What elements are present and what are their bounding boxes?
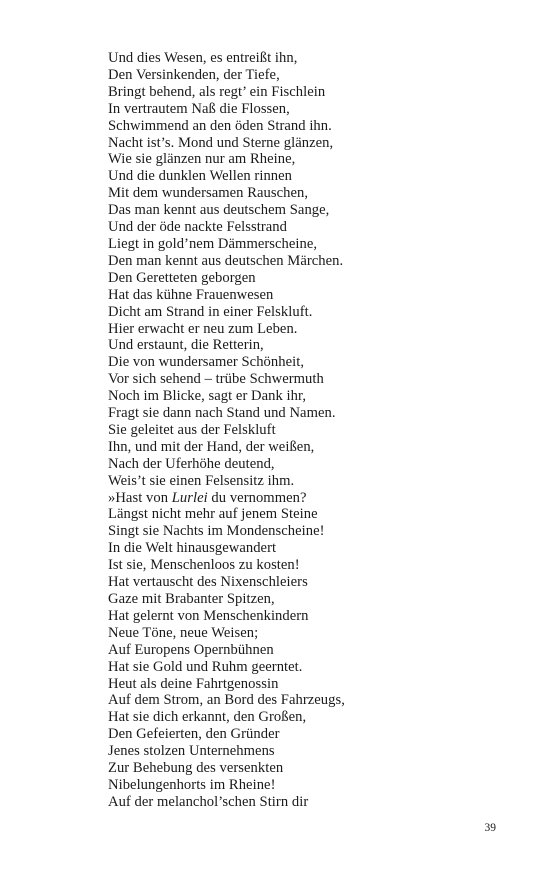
poem-line: Hier erwacht er neu zum Leben.: [108, 320, 298, 337]
poem-line: In die Welt hinausgewandert: [108, 540, 277, 557]
poem-line: Und erstaunt, die Retterin,: [108, 337, 264, 354]
poem-line: Hat sie Gold und Ruhm geerntet.: [108, 658, 303, 675]
poem-line: Mit dem wundersamen Rauschen,: [108, 185, 309, 202]
poem-line: Jenes stolzen Unternehmens: [108, 743, 275, 760]
poem-line: Singt sie Nachts im Mondenscheine!: [108, 523, 325, 540]
poem-line: Auf dem Strom, an Bord des Fahrzeugs,: [108, 692, 345, 709]
poem-line: Hat vertauscht des Nixenschleiers: [108, 574, 308, 591]
poem-line: Hat das kühne Frauenwesen: [108, 286, 274, 303]
poem-line: Hat gelernt von Menschenkindern: [108, 607, 309, 624]
poem-line: Auf Europens Opernbühnen: [108, 641, 274, 658]
poem-line: In vertrautem Naß die Flossen,: [108, 100, 290, 117]
poem-line: Liegt in gold’nem Dämmerscheine,: [108, 235, 318, 252]
poem-line: Sie geleitet aus der Felskluft: [108, 421, 276, 438]
poem-line: Weis’t sie einen Felsensitz ihm.: [108, 472, 295, 489]
poem-line: Den Gefeierten, den Gründer: [108, 726, 280, 743]
name-lurlei-italic: Lurlei: [171, 489, 208, 506]
poem-line: Zur Behebung des versenkten: [108, 760, 284, 777]
poem-line: Vor sich sehend – trübe Schwermuth: [108, 371, 324, 388]
poem-line: Schwimmend an den öden Strand ihn.: [108, 117, 332, 134]
poem-line: Und der öde nackte Felsstrand: [108, 219, 287, 236]
poem-line: Noch im Blicke, sagt er Dank ihr,: [108, 388, 307, 405]
poem-line: Fragt sie dann nach Stand und Namen.: [108, 405, 336, 422]
poem-line: Heut als deine Fahrtgenossin: [108, 675, 279, 692]
line-text: du vernommen?: [207, 489, 307, 506]
poem-line: Die von wundersamer Schönheit,: [108, 354, 305, 371]
poem-line: Bringt behend, als regt’ ein Fischlein: [108, 83, 326, 100]
poem-line: Neue Töne, neue Weisen;: [108, 624, 259, 641]
poem-line: Den Versinkenden, der Tiefe,: [108, 66, 280, 83]
poem-text-block: [108, 50, 345, 811]
page-number: 39: [484, 822, 496, 834]
poem-line: Und die dunklen Wellen rinnen: [108, 168, 293, 185]
poem-line: Und dies Wesen, es entreißt ihn,: [108, 50, 298, 66]
poem-line: Auf der melanchol’schen Stirn dir: [108, 793, 309, 810]
poem-line: Den man kennt aus deutschen Märchen.: [108, 252, 344, 269]
poem-line: Ihn, und mit der Hand, der weißen,: [108, 438, 315, 455]
poem-line: Ist sie, Menschenloos zu kosten!: [108, 557, 300, 574]
poem-line: Das man kennt aus deutschem Sange,: [108, 202, 330, 219]
poem-line: Hat sie dich erkannt, den Großen,: [108, 709, 307, 726]
poem-line: Nacht ist’s. Mond und Sterne glänzen,: [108, 134, 334, 151]
poem-line: Den Geretteten geborgen: [108, 269, 256, 286]
poem-line: Längst nicht mehr auf jenem Steine: [108, 506, 318, 523]
poem-line: Gaze mit Brabanter Spitzen,: [108, 591, 275, 607]
poem-line: Nibelungenhorts im Rheine!: [108, 776, 276, 793]
poem-line: [108, 490, 345, 507]
poem-line: Dicht am Strand in einer Felskluft.: [108, 303, 313, 320]
poem-line: Nach der Uferhöhe deutend,: [108, 455, 275, 472]
line-text: »Hast von: [108, 489, 172, 506]
poem-line: Wie sie glänzen nur am Rheine,: [108, 151, 296, 168]
